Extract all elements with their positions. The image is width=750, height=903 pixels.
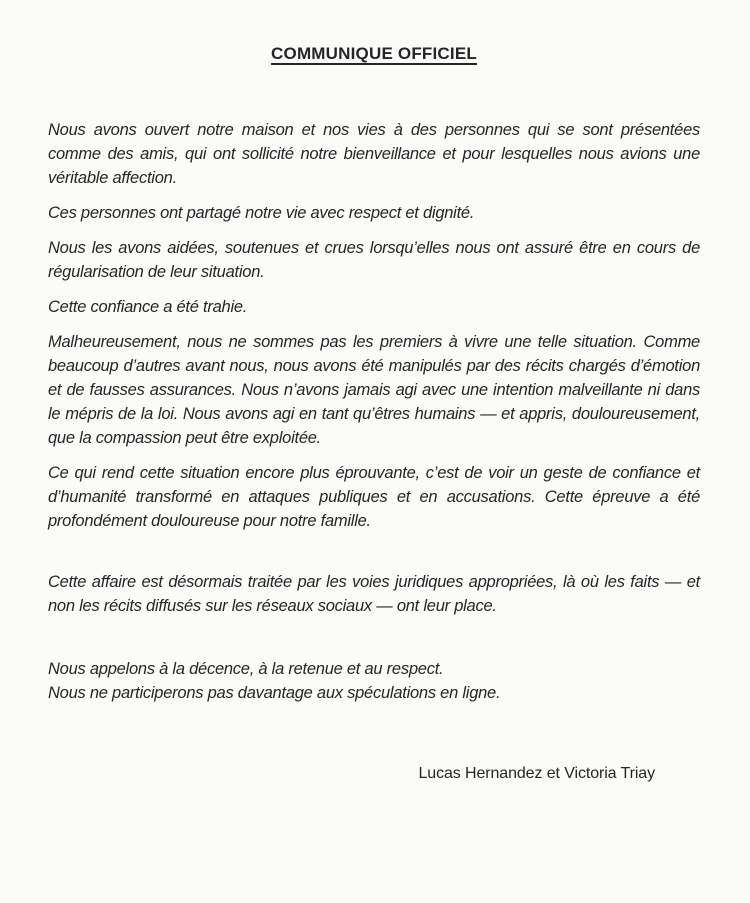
paragraph-ordeal: Ce qui rend cette situation encore plus éprouvante, c’est de voir un geste de confiance et d’humanité transformé en attaques publiques et en accusations. Cette épreuve a été profondément douloureuse pour notre famille. — [48, 464, 700, 530]
paragraph-respect: Ces personnes ont partagé notre vie avec respect et dignité. — [48, 204, 475, 222]
signature: Lucas Hernandez et Victoria Triay — [418, 765, 655, 782]
paragraph-trust-betrayed: Cette confiance a été trahie. — [48, 298, 248, 316]
closing-statement — [48, 657, 700, 705]
paragraph-aid: Nous les avons aidées, soutenues et crues lorsqu’elles nous ont assuré être en cours de régularisation de leur situation. — [48, 239, 700, 281]
closing-line-speculation: Nous ne participerons pas davantage aux spéculations en ligne. — [48, 684, 501, 702]
closing-line-decency: Nous appelons à la décence, à la retenue et au respect. — [48, 660, 444, 678]
paragraph-manipulation: Malheureusement, nous ne sommes pas les premiers à vivre une telle situation. Comme beaucoup d’autres avant nous, nous avons été manipulés par des récits chargés d’émotion et de fausses assurances. Nous n’avons jamais agi avec une intention malveillante ni dans le mépris de la loi. Nous avons agi en tant qu’êtres humains — et appris, douloureusement, que la compassion peut être exploitée. — [48, 333, 700, 447]
paragraph-opening: Nous avons ouvert notre maison et nos vies à des personnes qui se sont présentées comme des amis, qui ont sollicité notre bienveillance et pour lesquelles nous avions une véritable affection. — [48, 121, 700, 187]
document-title-text: COMMUNIQUE OFFICIEL — [271, 44, 477, 63]
document-title — [48, 44, 700, 64]
paragraph-legal: Cette affaire est désormais traitée par les voies juridiques appropriées, là où les faits — et non les récits diffusés sur les réseaux sociaux — ont leur place. — [48, 573, 700, 615]
